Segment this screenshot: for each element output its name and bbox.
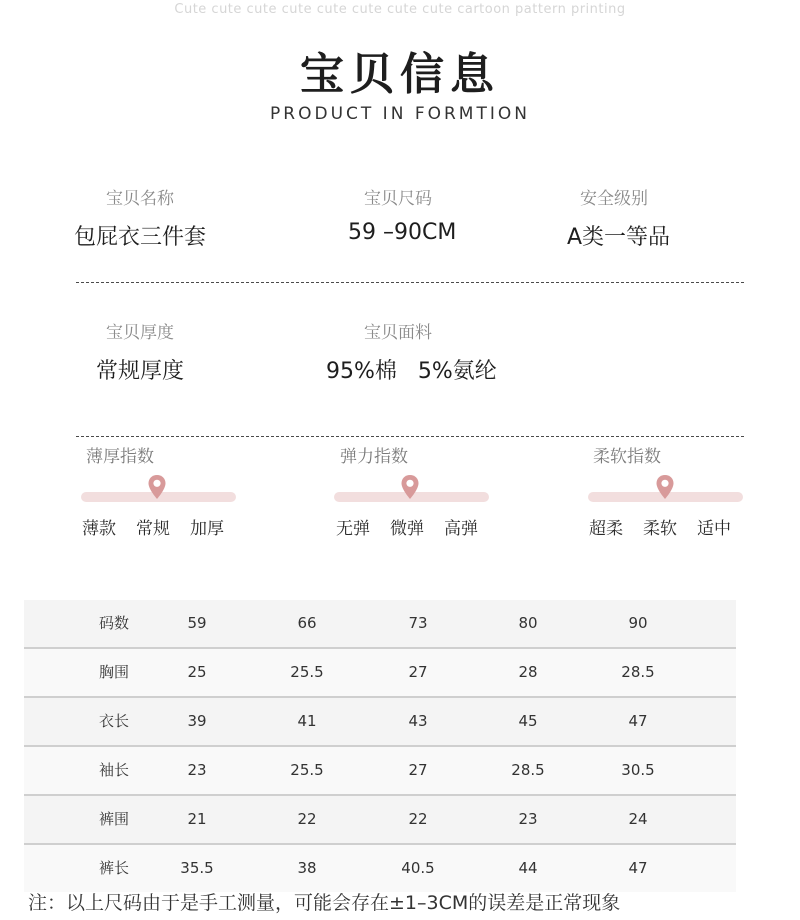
table-cell: 22 bbox=[297, 810, 317, 828]
table-cell: 35.5 bbox=[180, 859, 214, 877]
table-row-label: 袖长 bbox=[98, 761, 129, 779]
table-cell: 27 bbox=[408, 761, 428, 779]
page-subtitle: PRODUCT IN FORMTION bbox=[270, 104, 530, 124]
table-row bbox=[24, 845, 736, 892]
measurement-note: 注：以上尺码由于是手工测量，可能会存在±1–3CM的误差是正常现象 bbox=[28, 892, 621, 914]
elasticity-option-high: 高弹 bbox=[444, 519, 478, 539]
table-cell: 47 bbox=[628, 859, 648, 877]
table-cell: 22 bbox=[408, 810, 428, 828]
product-size-label: 宝贝尺码 bbox=[364, 189, 432, 209]
table-cell: 23 bbox=[518, 810, 538, 828]
table-cell: 80 bbox=[518, 614, 538, 632]
table-row-label: 裤长 bbox=[98, 859, 129, 877]
table-row-label: 衣长 bbox=[98, 712, 129, 730]
table-cell: 41 bbox=[297, 712, 317, 730]
table-row bbox=[24, 796, 736, 845]
elasticity-option-none: 无弹 bbox=[336, 519, 370, 539]
softness-option-soft: 柔软 bbox=[643, 519, 677, 539]
product-size-value: 59 –90CM bbox=[348, 220, 457, 245]
thickness-index-label: 薄厚指数 bbox=[86, 447, 154, 467]
table-cell: 28.5 bbox=[511, 761, 545, 779]
table-cell: 66 bbox=[297, 614, 317, 632]
softness-option-moderate: 适中 bbox=[697, 519, 731, 539]
safety-level-label: 安全级别 bbox=[580, 189, 648, 209]
thickness-option-thin: 薄款 bbox=[82, 519, 116, 539]
table-cell: 25 bbox=[187, 663, 207, 681]
table-row-label: 胸围 bbox=[98, 663, 129, 681]
table-cell: 45 bbox=[518, 712, 538, 730]
thickness-option-regular: 常规 bbox=[136, 519, 170, 539]
table-cell: 90 bbox=[628, 614, 648, 632]
table-row-label: 码数 bbox=[98, 614, 129, 632]
softness-index-label: 柔软指数 bbox=[593, 447, 661, 467]
table-cell: 73 bbox=[408, 614, 428, 632]
location-pin-icon bbox=[400, 474, 420, 500]
product-name-value: 包屁衣三件套 bbox=[74, 225, 207, 250]
elasticity-option-slight: 微弹 bbox=[390, 519, 424, 539]
divider-1 bbox=[76, 282, 744, 283]
softness-option-ultra-soft: 超柔 bbox=[589, 519, 623, 539]
table-row bbox=[24, 600, 736, 649]
watermark-text: Cute cute cute cute cute cute cute cute cartoon pattern printing bbox=[174, 2, 626, 17]
product-name-label: 宝贝名称 bbox=[106, 189, 174, 209]
table-cell: 25.5 bbox=[290, 761, 324, 779]
elasticity-index-label: 弹力指数 bbox=[340, 447, 408, 467]
table-cell: 59 bbox=[187, 614, 207, 632]
table-cell: 23 bbox=[187, 761, 207, 779]
table-cell: 47 bbox=[628, 712, 648, 730]
table-row-label: 裤围 bbox=[98, 810, 129, 828]
table-cell: 40.5 bbox=[401, 859, 435, 877]
table-row bbox=[24, 747, 736, 796]
table-cell: 44 bbox=[518, 859, 538, 877]
table-cell: 24 bbox=[628, 810, 648, 828]
location-pin-icon bbox=[655, 474, 675, 500]
fabric-value: 95%棉 5%氨纶 bbox=[326, 359, 497, 384]
table-row bbox=[24, 698, 736, 747]
thickness-option-thick: 加厚 bbox=[190, 519, 224, 539]
table-cell: 30.5 bbox=[621, 761, 655, 779]
table-cell: 39 bbox=[187, 712, 207, 730]
table-cell: 28.5 bbox=[621, 663, 655, 681]
thickness-label: 宝贝厚度 bbox=[106, 323, 174, 343]
table-cell: 21 bbox=[187, 810, 207, 828]
table-row bbox=[24, 649, 736, 698]
size-table bbox=[24, 600, 736, 892]
page-title: 宝贝信息 bbox=[300, 49, 500, 100]
thickness-value: 常规厚度 bbox=[96, 359, 185, 384]
table-cell: 28 bbox=[518, 663, 538, 681]
location-pin-icon bbox=[147, 474, 167, 500]
safety-level-value: A类一等品 bbox=[567, 225, 671, 250]
table-cell: 27 bbox=[408, 663, 428, 681]
divider-2 bbox=[76, 436, 744, 437]
fabric-label: 宝贝面料 bbox=[364, 323, 432, 343]
table-cell: 38 bbox=[297, 859, 317, 877]
table-cell: 25.5 bbox=[290, 663, 324, 681]
table-cell: 43 bbox=[408, 712, 428, 730]
